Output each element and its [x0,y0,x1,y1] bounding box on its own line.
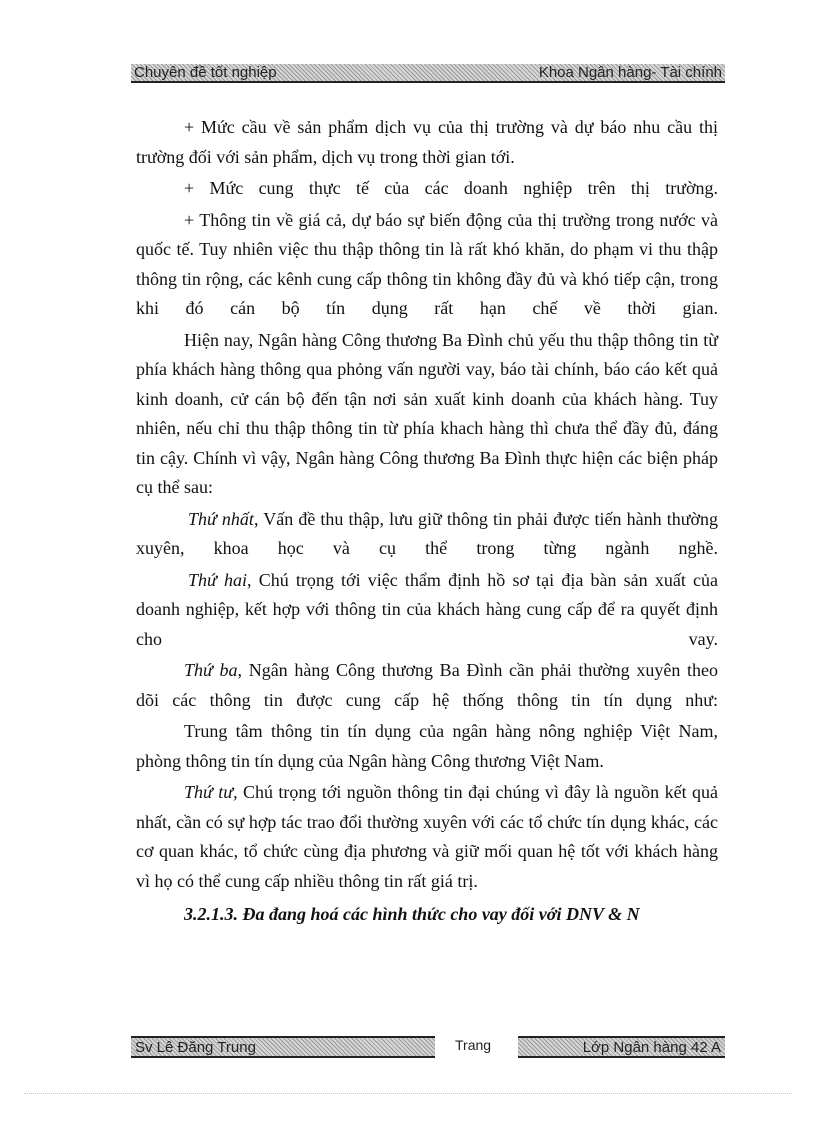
fourth-label: Thứ tư, [184,782,238,802]
paragraph-credit-centers: Trung tâm thông tin tín dụng của ngân hàng nông nghiệp Việt Nam, phòng thông tin tín dụng của Ngân hàng Công thương Việt Nam. [136,721,718,771]
page-footer [131,1036,725,1060]
paragraph-price-info: + Thông tin về giá cả, dự báo sự biến động của thị trường trong nước và quốc tế. Tuy nhiên việc thu thập thông tin là rất khó khăn, do phạm vi thu thập thông tin rộng, các kênh cung cấp thông tin không đầy đủ và khó tiếp cận, trong khi đó cán bộ tín dụng rất hạn chế về thời gian. [136,209,718,318]
paragraph-current-practice: Hiện nay, Ngân hàng Công thương Ba Đình chủ yếu thu thập thông tin từ phía khách hàng thông qua phỏng vấn người vay, báo tài chính, báo cáo kết quả kinh doanh, cử cán bộ đến tận nơi sản xuất kinh doanh của khách hàng. Tuy nhiên, nếu chỉ thu thập thông tin từ phía khach hàng thì chưa thể đầy đủ, đáng tin cậy. Chính vì vậy, Ngân hàng Công thương Ba Đình thực hiện các biện pháp cụ thể sau: [136,329,718,497]
fourth-text: Chú trọng tới nguồn thông tin đại chúng vì đây là nguồn kết quả nhất, cần có sự hợp tác trao đổi thường xuyên với các tổ chức tín dụng khác, các cơ quan khác, tổ chức cùng địa phương và giữ mối quan hệ tốt với khách hàng vì họ có thể cung cấp nhiều thông tin rất giá trị. [136,782,718,891]
paragraph-first-measure [136,505,718,564]
footer-author: Sv Lê Đăng Trung [131,1036,435,1058]
paragraph-fourth-measure [136,778,718,896]
footer-page-label: Trang [455,1037,492,1053]
second-label: Thứ hai [188,569,248,590]
paragraph-second-measure [136,566,718,655]
first-text: , Vấn đề thu thập, lưu giữ thông tin phải được tiến hành thường xuyên, khoa học và cụ thể trong từng ngành nghề. [136,508,718,558]
third-text: , Ngân hàng Công thương Ba Đình cần phải thường xuyên theo dõi các thông tin được cung cấp hệ thống thông tin tín dụng như: [136,660,718,710]
paragraph-market-supply: + Mức cung thực tế của các doanh nghiệp trên thị trường. [184,178,718,198]
footer-class: Lớp Ngân hàng 42 A [518,1036,725,1058]
first-label: Thứ nhất [188,508,254,529]
header-right-title: Khoa Ngân hàng- Tài chính [538,64,722,81]
section-heading: 3.2.1.3. Đa đang hoá các hình thức cho vay đối với DNV & N [184,904,640,924]
third-label: Thứ ba [184,660,238,680]
page-bottom-divider [24,1093,792,1095]
header-left-title: Chuyên đề tốt nghiệp [134,64,277,81]
page-header [131,64,725,83]
paragraph-market-demand: + Mức cầu về sản phẩm dịch vụ của thị trường và dự báo nhu cầu thị trường đối với sản phẩm, dịch vụ trong thời gian tới. [136,117,718,167]
paragraph-third-measure [136,656,718,715]
document-body [136,113,718,930]
second-text: , Chú trọng tới việc thẩm định hồ sơ tại địa bàn sản xuất của doanh nghiệp, kết hợp với thông tin của khách hàng cung cấp để ra quyết định cho vay. [136,569,718,649]
